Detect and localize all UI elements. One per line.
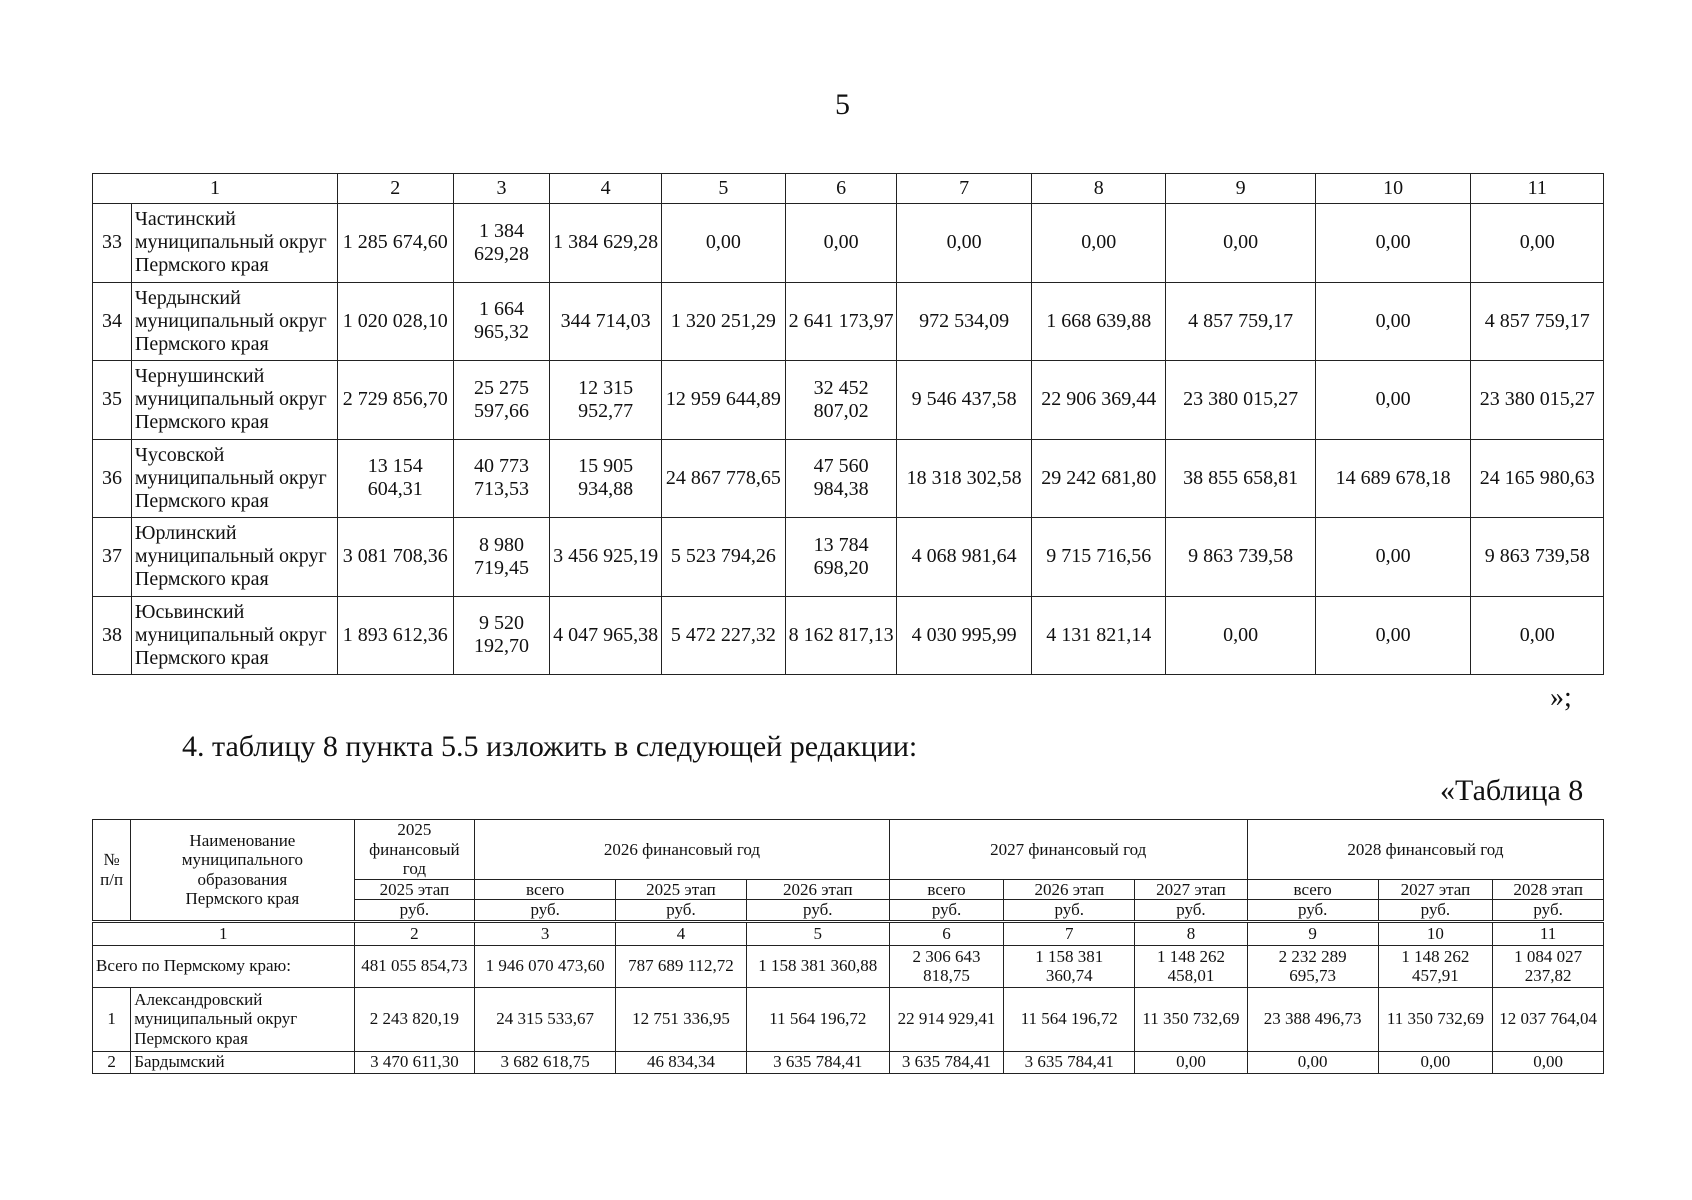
cell-line: 3 456 925,19 <box>553 545 659 568</box>
amount-cell <box>1031 204 1166 283</box>
cell-line: 4 131 821,14 <box>1046 623 1152 646</box>
amount-cell <box>1031 282 1166 361</box>
cell-line: 22 906 369,44 <box>1041 388 1157 411</box>
amount-cell: 0,00 <box>1135 1051 1248 1073</box>
total-amount <box>475 945 616 987</box>
amount-cell <box>897 518 1032 597</box>
amount-cell <box>337 361 453 440</box>
amount-cell: 11 350 732,69 <box>1378 987 1493 1051</box>
column-number: 10 <box>1378 921 1493 945</box>
cell-line: 4 047 965,38 <box>553 623 659 646</box>
amendment-instruction: 4. таблицу 8 пункта 5.5 изложить в следующей редакции: <box>182 730 918 763</box>
cell-line: 1 664 <box>478 298 524 321</box>
amount-cell <box>1471 361 1604 440</box>
cell-line: 1 084 027 <box>1514 946 1583 966</box>
column-number: 7 <box>1004 921 1135 945</box>
total-amount <box>746 945 889 987</box>
cell-line: 13 784 <box>813 533 869 556</box>
amount-cell <box>453 204 550 283</box>
cell-line: муниципальный округ <box>134 623 327 646</box>
cell-line: муниципальный округ <box>134 388 327 411</box>
cell-line: Александровский <box>134 989 263 1009</box>
amount-cell: 0,00 <box>1493 1051 1604 1073</box>
cell-line: Пермского края <box>134 411 269 434</box>
cell-line: п/п <box>100 869 124 889</box>
amount-cell <box>785 204 896 283</box>
cell-line: Чердынский <box>134 286 241 309</box>
column-number: 11 <box>1471 174 1604 204</box>
total-amount <box>1493 945 1604 987</box>
cell-line: 1 946 070 473,60 <box>485 956 605 976</box>
cell-line: 457,91 <box>1412 966 1459 986</box>
total-amount <box>1135 945 1248 987</box>
amount-cell <box>1031 596 1166 675</box>
header-number <box>93 820 131 922</box>
stage-header: 2025 этап <box>354 879 475 900</box>
unit-header: руб. <box>1004 900 1135 922</box>
column-number: 9 <box>1247 921 1378 945</box>
amount-cell <box>1315 361 1471 440</box>
cell-line: 0,00 <box>1375 388 1411 411</box>
cell-line: Пермского края <box>185 889 300 909</box>
cell-line: 1 384 629,28 <box>553 231 659 254</box>
cell-line: 237,82 <box>1524 966 1572 986</box>
table-8 <box>92 819 1604 1074</box>
column-number-row <box>93 174 1604 204</box>
amount-cell: 11 350 732,69 <box>1135 987 1248 1051</box>
header-2026: 2026 финансовый год <box>475 820 889 880</box>
cell-line: 0,00 <box>1375 309 1411 332</box>
amount-cell <box>897 439 1032 518</box>
amount-cell <box>1315 596 1471 675</box>
row-number: 2 <box>93 1051 131 1073</box>
cell-line: 25 275 <box>473 376 529 399</box>
municipal-funding-table-continued <box>92 173 1604 675</box>
amount-cell <box>661 204 785 283</box>
cell-line: 1 020 028,10 <box>342 309 448 332</box>
amount-cell: 0,00 <box>1247 1051 1378 1073</box>
cell-line: 2 232 289 <box>1278 946 1347 966</box>
amount-cell: 3 682 618,75 <box>475 1051 616 1073</box>
table-row <box>93 282 1604 361</box>
unit-header: руб. <box>1493 900 1604 922</box>
amount-cell <box>453 596 550 675</box>
table-row <box>93 1051 1604 1073</box>
stage-header: 2028 этап <box>1493 879 1604 900</box>
amount-cell <box>785 596 896 675</box>
amount-cell <box>1166 439 1315 518</box>
cell-line: 1 158 381 <box>1035 946 1104 966</box>
column-number: 3 <box>453 174 550 204</box>
row-number: 38 <box>93 596 132 675</box>
stage-header: 2025 этап <box>616 879 747 900</box>
cell-line: Пермского края <box>134 568 269 591</box>
amount-cell <box>550 596 661 675</box>
cell-line: муниципальный округ <box>134 466 327 489</box>
table-row <box>93 204 1604 283</box>
cell-line: 4 857 759,17 <box>1188 309 1294 332</box>
cell-line: 9 546 437,58 <box>911 388 1017 411</box>
stage-header: 2027 этап <box>1135 879 1248 900</box>
cell-line: 2 641 173,97 <box>788 309 894 332</box>
amount-cell <box>1166 596 1315 675</box>
cell-line: 0,00 <box>946 231 982 254</box>
amount-cell: 24 315 533,67 <box>475 987 616 1051</box>
amount-cell <box>1471 204 1604 283</box>
cell-line: муниципальный округ <box>134 309 327 332</box>
cell-line: 1 384 <box>478 219 524 242</box>
amount-cell <box>661 439 785 518</box>
cell-line: 0,00 <box>1519 231 1555 254</box>
column-number: 8 <box>1135 921 1248 945</box>
stage-header: 2026 этап <box>746 879 889 900</box>
unit-header: руб. <box>1135 900 1248 922</box>
header-2028: 2028 финансовый год <box>1247 820 1603 880</box>
amount-cell <box>785 361 896 440</box>
stage-header: всего <box>475 879 616 900</box>
amount-cell <box>1031 361 1166 440</box>
total-label: Всего по Пермскому краю: <box>93 945 355 987</box>
amount-cell: 3 635 784,41 <box>1004 1051 1135 1073</box>
column-number: 5 <box>661 174 785 204</box>
amount-cell <box>550 518 661 597</box>
cell-line: 192,70 <box>473 635 529 658</box>
amount-cell <box>453 282 550 361</box>
stage-header: 2027 этап <box>1378 879 1493 900</box>
cell-line: 1 668 639,88 <box>1046 309 1152 332</box>
column-number: 2 <box>354 921 475 945</box>
row-number: 37 <box>93 518 132 597</box>
unit-header: руб. <box>746 900 889 922</box>
cell-line: 818,75 <box>923 966 970 986</box>
amount-cell <box>1315 282 1471 361</box>
cell-line: Юсьвинский <box>134 600 245 623</box>
total-amount <box>1247 945 1378 987</box>
cell-line: 9 863 739,58 <box>1188 545 1294 568</box>
cell-line: 5 523 794,26 <box>670 545 776 568</box>
amount-cell: 23 388 496,73 <box>1247 987 1378 1051</box>
column-number: 2 <box>337 174 453 204</box>
cell-line: 1 893 612,36 <box>342 623 448 646</box>
cell-line: 29 242 681,80 <box>1041 466 1157 489</box>
amount-cell <box>337 439 453 518</box>
cell-line: финансовый <box>369 839 460 859</box>
municipality-name <box>131 439 337 518</box>
amount-cell <box>453 518 550 597</box>
table-title: «Таблица 8 <box>1440 774 1584 807</box>
cell-line: 1 148 262 <box>1156 946 1225 966</box>
unit-header: руб. <box>1247 900 1378 922</box>
cell-line: 965,32 <box>473 321 529 344</box>
cell-line: 0,00 <box>705 231 741 254</box>
cell-line: 15 905 <box>578 455 634 478</box>
amount-cell <box>1166 204 1315 283</box>
table-row <box>93 987 1604 1051</box>
column-number: 8 <box>1031 174 1166 204</box>
header-municipality <box>131 820 354 922</box>
amount-cell <box>897 361 1032 440</box>
amount-cell <box>785 282 896 361</box>
cell-line: 12 315 <box>578 376 634 399</box>
cell-line: 458,01 <box>1167 966 1215 986</box>
unit-header: руб. <box>1378 900 1493 922</box>
unit-header: руб. <box>475 900 616 922</box>
stage-header: 2026 этап <box>1004 879 1135 900</box>
cell-line: Пермского края <box>134 489 269 512</box>
cell-line: 8 980 <box>478 533 524 556</box>
amount-cell <box>1166 282 1315 361</box>
stage-header: всего <box>889 879 1004 900</box>
amount-cell <box>785 518 896 597</box>
cell-line: 481 055 854,73 <box>361 956 468 976</box>
cell-line: Чернушинский <box>134 365 265 388</box>
cell-line: 0,00 <box>823 231 859 254</box>
cell-line: 12 959 644,89 <box>665 388 781 411</box>
amount-cell <box>661 361 785 440</box>
column-number: 10 <box>1315 174 1471 204</box>
cell-line: Пермского края <box>134 254 269 277</box>
cell-line: 24 165 980,63 <box>1479 466 1595 489</box>
table-row <box>93 518 1604 597</box>
cell-line: 344 714,03 <box>560 309 651 332</box>
amount-cell <box>453 439 550 518</box>
cell-line: 787 689 112,72 <box>628 956 734 976</box>
amount-cell <box>897 204 1032 283</box>
column-number: 7 <box>897 174 1032 204</box>
total-amount <box>1378 945 1493 987</box>
amount-cell <box>1471 282 1604 361</box>
cell-line: 360,74 <box>1045 966 1093 986</box>
cell-line: 0,00 <box>1375 545 1411 568</box>
cell-line: 719,45 <box>473 556 529 579</box>
amount-cell <box>1315 204 1471 283</box>
cell-line: 40 773 <box>473 455 529 478</box>
unit-header: руб. <box>354 900 475 922</box>
cell-line: 1 158 381 360,88 <box>758 956 878 976</box>
cell-line: 695,73 <box>1289 966 1337 986</box>
row-number: 36 <box>93 439 132 518</box>
cell-line: 4 857 759,17 <box>1484 309 1590 332</box>
amount-cell <box>1031 439 1166 518</box>
cell-line: муниципальный округ <box>134 545 327 568</box>
row-number: 1 <box>93 987 131 1051</box>
cell-line: 4 030 995,99 <box>911 623 1017 646</box>
cell-line: 0,00 <box>1519 623 1555 646</box>
header-row-years <box>93 820 1604 880</box>
total-row <box>93 945 1604 987</box>
municipality-name <box>131 282 337 361</box>
cell-line: 934,88 <box>578 478 634 501</box>
amount-cell <box>337 282 453 361</box>
amount-cell <box>1471 518 1604 597</box>
amount-cell <box>550 361 661 440</box>
page-number: 5 <box>835 88 850 121</box>
amount-cell <box>661 518 785 597</box>
amount-cell: 2 243 820,19 <box>354 987 475 1051</box>
cell-line: 14 689 678,18 <box>1335 466 1451 489</box>
amount-cell <box>550 282 661 361</box>
column-number: 4 <box>616 921 747 945</box>
table-row <box>93 439 1604 518</box>
cell-line: 9 520 <box>478 612 524 635</box>
cell-line: 0,00 <box>1375 623 1411 646</box>
cell-line: 0,00 <box>1081 231 1117 254</box>
cell-line: Чусовской <box>134 443 225 466</box>
column-number: 11 <box>1493 921 1604 945</box>
cell-line: 2025 <box>397 820 432 839</box>
municipality-name <box>131 204 337 283</box>
stage-header: всего <box>1247 879 1378 900</box>
amount-cell <box>1471 439 1604 518</box>
cell-line: Наименование <box>189 830 296 850</box>
cell-line: 47 560 <box>813 455 869 478</box>
unit-header: руб. <box>889 900 1004 922</box>
cell-line: муниципальный округ <box>134 1009 298 1029</box>
column-number: 1 <box>93 174 338 204</box>
cell-line: 24 867 778,65 <box>665 466 781 489</box>
column-number: 1 <box>93 921 355 945</box>
column-number: 6 <box>785 174 896 204</box>
amount-cell <box>550 204 661 283</box>
cell-line: 0,00 <box>1375 231 1411 254</box>
cell-line: Частинский <box>134 208 236 231</box>
amount-cell <box>661 282 785 361</box>
amount-cell <box>897 282 1032 361</box>
cell-line: Юрлинский <box>134 522 237 545</box>
cell-line: 23 380 015,27 <box>1479 388 1595 411</box>
amount-cell <box>337 518 453 597</box>
closing-quote: »; <box>1550 682 1572 713</box>
cell-line: 9 863 739,58 <box>1484 545 1590 568</box>
cell-line: Бардымский <box>134 1052 225 1072</box>
cell-line: 984,38 <box>813 478 869 501</box>
cell-line: муниципального <box>181 850 304 870</box>
cell-line: 2 306 643 <box>912 946 981 966</box>
cell-line: 972 534,09 <box>919 309 1010 332</box>
cell-line: Пермского края <box>134 1029 248 1048</box>
amount-cell: 11 564 196,72 <box>1004 987 1135 1051</box>
amount-cell: 11 564 196,72 <box>746 987 889 1051</box>
municipality-name <box>131 596 337 675</box>
column-number-row <box>93 921 1604 945</box>
row-number: 35 <box>93 361 132 440</box>
amount-cell <box>550 439 661 518</box>
cell-line: 807,02 <box>813 399 869 422</box>
amount-cell <box>1315 518 1471 597</box>
cell-line: 38 855 658,81 <box>1183 466 1299 489</box>
row-number: 33 <box>93 204 132 283</box>
cell-line: 18 318 302,58 <box>906 466 1022 489</box>
amount-cell <box>897 596 1032 675</box>
cell-line: № <box>103 850 120 870</box>
amount-cell: 3 635 784,41 <box>889 1051 1004 1073</box>
cell-line: 1 148 262 <box>1401 946 1470 966</box>
cell-line: 713,53 <box>473 478 529 501</box>
amount-cell <box>1315 439 1471 518</box>
cell-line: 0,00 <box>1223 623 1259 646</box>
municipality-name <box>131 518 337 597</box>
municipality-name <box>131 361 337 440</box>
cell-line: 698,20 <box>813 556 869 579</box>
cell-line: 13 154 <box>367 455 423 478</box>
cell-line: 597,66 <box>473 399 529 422</box>
cell-line: 32 452 <box>813 376 869 399</box>
amount-cell <box>337 204 453 283</box>
amount-cell: 46 834,34 <box>616 1051 747 1073</box>
cell-line: 9 715 716,56 <box>1046 545 1152 568</box>
cell-line: 4 068 981,64 <box>911 545 1017 568</box>
cell-line: 629,28 <box>473 242 529 265</box>
amount-cell <box>453 361 550 440</box>
total-amount <box>1004 945 1135 987</box>
municipality-name <box>131 987 354 1051</box>
column-number: 6 <box>889 921 1004 945</box>
amount-cell: 0,00 <box>1378 1051 1493 1073</box>
total-amount <box>889 945 1004 987</box>
municipality-name <box>131 1051 354 1073</box>
amount-cell <box>1471 596 1604 675</box>
cell-line: образования <box>197 869 288 889</box>
amount-cell <box>1166 518 1315 597</box>
column-number: 4 <box>550 174 661 204</box>
cell-line: 0,00 <box>1223 231 1259 254</box>
amount-cell: 12 037 764,04 <box>1493 987 1604 1051</box>
amount-cell <box>785 439 896 518</box>
column-number: 3 <box>475 921 616 945</box>
header-2027: 2027 финансовый год <box>889 820 1247 880</box>
column-number: 9 <box>1166 174 1315 204</box>
amount-cell <box>661 596 785 675</box>
cell-line: 23 380 015,27 <box>1183 388 1299 411</box>
total-amount <box>354 945 475 987</box>
amount-cell: 3 635 784,41 <box>746 1051 889 1073</box>
column-number: 5 <box>746 921 889 945</box>
total-amount <box>616 945 747 987</box>
amount-cell: 22 914 929,41 <box>889 987 1004 1051</box>
cell-line: Пермского края <box>134 646 269 669</box>
cell-line: год <box>402 859 427 879</box>
cell-line: 3 081 708,36 <box>342 545 448 568</box>
cell-line: 604,31 <box>367 478 423 501</box>
amount-cell: 3 470 611,30 <box>354 1051 475 1073</box>
amount-cell <box>337 596 453 675</box>
header-2025 <box>354 820 475 880</box>
cell-line: Пермского края <box>134 332 269 355</box>
table-row <box>93 361 1604 440</box>
amount-cell: 12 751 336,95 <box>616 987 747 1051</box>
unit-header: руб. <box>616 900 747 922</box>
cell-line: 1 285 674,60 <box>342 231 448 254</box>
cell-line: 2 729 856,70 <box>342 388 448 411</box>
table-row <box>93 596 1604 675</box>
amount-cell <box>1166 361 1315 440</box>
cell-line: 5 472 227,32 <box>670 623 776 646</box>
cell-line: 8 162 817,13 <box>788 623 894 646</box>
cell-line: 1 320 251,29 <box>670 309 776 332</box>
cell-line: 952,77 <box>578 399 634 422</box>
cell-line: муниципальный округ <box>134 231 327 254</box>
row-number: 34 <box>93 282 132 361</box>
amount-cell <box>1031 518 1166 597</box>
